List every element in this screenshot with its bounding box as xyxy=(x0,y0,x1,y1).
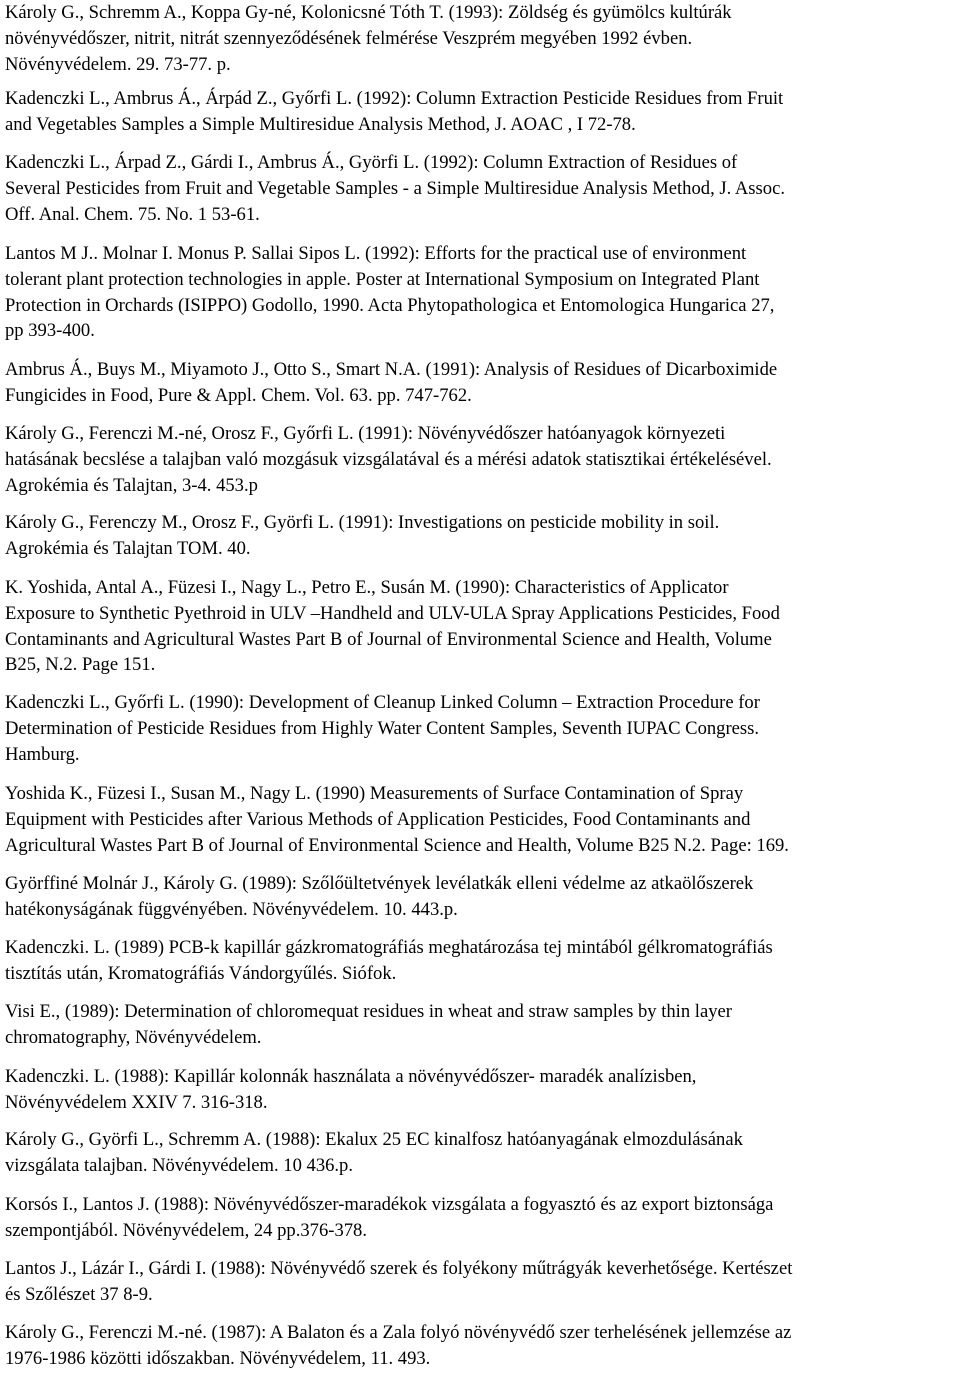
reference-line: Exposure to Synthetic Pyethroid in ULV –Handheld and ULV-ULA Spray Applications Pesticides, Food xyxy=(5,602,780,624)
reference-line: növényvédőszer, nitrit, nitrát szennyeződésének felmérése Veszprém megyében 1992 évben. xyxy=(5,27,693,49)
reference-entry xyxy=(5,690,953,767)
reference-line: 1976-1986 közötti időszakban. Növényvédelem, 11. 493. xyxy=(5,1347,431,1369)
reference-line: Lantos J., Lázár I., Gárdi I. (1988): Növényvédő szerek és folyékony műtrágyák keverhetősége. Kertészet xyxy=(5,1258,793,1279)
reference-line: Determination of Pesticide Residues from Highly Water Content Samples, Seventh IUPAC Congress. xyxy=(5,717,760,739)
reference-line: Károly G., Ferenczy M., Orosz F., Györfi L. (1991): Investigations on pesticide mobility in soil. xyxy=(5,512,720,533)
reference-line: Agricultural Wastes Part B of Journal of Environmental Science and Health, Volume B25 N.2. Page: 169. xyxy=(5,834,789,856)
reference-entry xyxy=(5,1064,953,1116)
reference-line: Hamburg. xyxy=(5,743,80,765)
reference-entry xyxy=(5,510,953,562)
reference-line: Kadenczki L., Árpad Z., Gárdi I., Ambrus Á., Györfi L. (1992): Column Extraction of Residues of xyxy=(5,152,738,173)
reference-line: B25, N.2. Page 151. xyxy=(5,654,156,676)
reference-entry xyxy=(5,781,953,858)
reference-entry xyxy=(5,1127,953,1179)
reference-entry xyxy=(5,935,953,987)
reference-line: Equipment with Pesticides after Various Methods of Application Pesticides, Food Contaminants and xyxy=(5,808,751,830)
reference-entry xyxy=(5,1256,953,1308)
reference-line: and Vegetables Samples a Simple Multiresidue Analysis Method, J. AOAC , I 72-78. xyxy=(5,113,636,135)
reference-entry xyxy=(5,1192,953,1244)
reference-line: Agrokémia és Talajtan TOM. 40. xyxy=(5,537,251,559)
reference-line: és Szőlészet 37 8-9. xyxy=(5,1283,153,1305)
reference-line: Károly G., Györfi L., Schremm A. (1988): Ekalux 25 EC kinalfosz hatóanyagának elmozdulásának xyxy=(5,1129,743,1150)
reference-line: vizsgálata talajban. Növényvédelem. 10 436.p. xyxy=(5,1154,354,1176)
reference-line: Yoshida K., Füzesi I., Susan M., Nagy L. (1990) Measurements of Surface Contamination of Spray xyxy=(5,783,744,804)
reference-line: Korsós I., Lantos J. (1988): Növényvédőszer-maradékok vizsgálata a fogyasztó és az export biztonsága xyxy=(5,1194,774,1215)
reference-line: K. Yoshida, Antal A., Füzesi I., Nagy L., Petro E., Susán M. (1990): Characteristics of Applicator xyxy=(5,577,729,598)
reference-line: Off. Anal. Chem. 75. No. 1 53-61. xyxy=(5,203,260,225)
reference-line: Ambrus Á., Buys M., Miyamoto J., Otto S., Smart N.A. (1991): Analysis of Residues of Dicarboximide xyxy=(5,359,778,380)
reference-line: hatékonyságának függvényében. Növényvédelem. 10. 443.p. xyxy=(5,898,458,920)
reference-line: Fungicides in Food, Pure & Appl. Chem. Vol. 63. pp. 747-762. xyxy=(5,384,472,406)
reference-line: Contaminants and Agricultural Wastes Part B of Journal of Environmental Science and Health, Volume xyxy=(5,628,772,650)
reference-line: Lantos M J.. Molnar I. Monus P. Sallai Sipos L. (1992): Efforts for the practical use of environment xyxy=(5,243,747,264)
reference-line: Agrokémia és Talajtan, 3-4. 453.p xyxy=(5,474,258,496)
reference-entry xyxy=(5,575,953,678)
reference-entry xyxy=(5,1320,953,1372)
reference-line: Kadenczki. L. (1988): Kapillár kolonnák használata a növényvédőszer- maradék analízisben, xyxy=(5,1066,697,1087)
reference-line: Károly G., Ferenczi M.-né. (1987): A Balaton és a Zala folyó növényvédő szer terhelésének jellemzése az xyxy=(5,1322,792,1343)
reference-entry xyxy=(5,150,953,227)
reference-line: Györffiné Molnár J., Károly G. (1989): Szőlőültetvények levélatkák elleni védelme az atkaölőszerek xyxy=(5,873,754,894)
reference-line: Kadenczki L., Ambrus Á., Árpád Z., Győrfi L. (1992): Column Extraction Pesticide Residues from Fruit xyxy=(5,88,784,109)
reference-entry xyxy=(5,871,953,923)
reference-line: hatásának becslése a talajban való mozgásuk vizsgálatával és a mérési adatok statisztikai értékelésével. xyxy=(5,448,772,470)
reference-line: szempontjából. Növényvédelem, 24 pp.376-378. xyxy=(5,1219,367,1241)
reference-line: tolerant plant protection technologies in apple. Poster at International Symposium on Integrated Plant xyxy=(5,268,760,290)
reference-line: pp 393-400. xyxy=(5,320,95,342)
reference-entry xyxy=(5,421,953,498)
reference-entry xyxy=(5,0,953,77)
reference-entry xyxy=(5,357,953,409)
reference-list-page xyxy=(5,0,953,1373)
reference-line: Kadenczki L., Győrfi L. (1990): Development of Cleanup Linked Column – Extraction Procedure for xyxy=(5,692,760,713)
reference-line: tisztítás után, Kromatográfiás Vándorgyűlés. Siófok. xyxy=(5,962,397,984)
reference-line: Visi E., (1989): Determination of chloromequat residues in wheat and straw samples by thin layer xyxy=(5,1001,732,1022)
reference-line: Kadenczki. L. (1989) PCB-k kapillár gázkromatográfiás meghatározása tej mintából gélkromatográfiás xyxy=(5,937,773,958)
reference-line: chromatography, Növényvédelem. xyxy=(5,1026,262,1048)
reference-entry xyxy=(5,86,953,138)
reference-line: Several Pesticides from Fruit and Vegetable Samples - a Simple Multiresidue Analysis Method, J. Assoc. xyxy=(5,177,785,199)
reference-line: Növényvédelem. 29. 73-77. p. xyxy=(5,53,231,75)
reference-entry xyxy=(5,999,953,1051)
reference-line: Károly G., Ferenczi M.-né, Orosz F., Győrfi L. (1991): Növényvédőszer hatóanyagok környezeti xyxy=(5,423,726,444)
reference-line: Protection in Orchards (ISIPPO) Godollo, 1990. Acta Phytopathologica et Entomologica Hungarica 27, xyxy=(5,294,775,316)
reference-line: Növényvédelem XXIV 7. 316-318. xyxy=(5,1091,268,1113)
reference-line: Károly G., Schremm A., Koppa Gy-né, Kolonicsné Tóth T. (1993): Zöldség és gyümölcs kultúrák xyxy=(5,2,732,23)
reference-entry xyxy=(5,241,953,344)
